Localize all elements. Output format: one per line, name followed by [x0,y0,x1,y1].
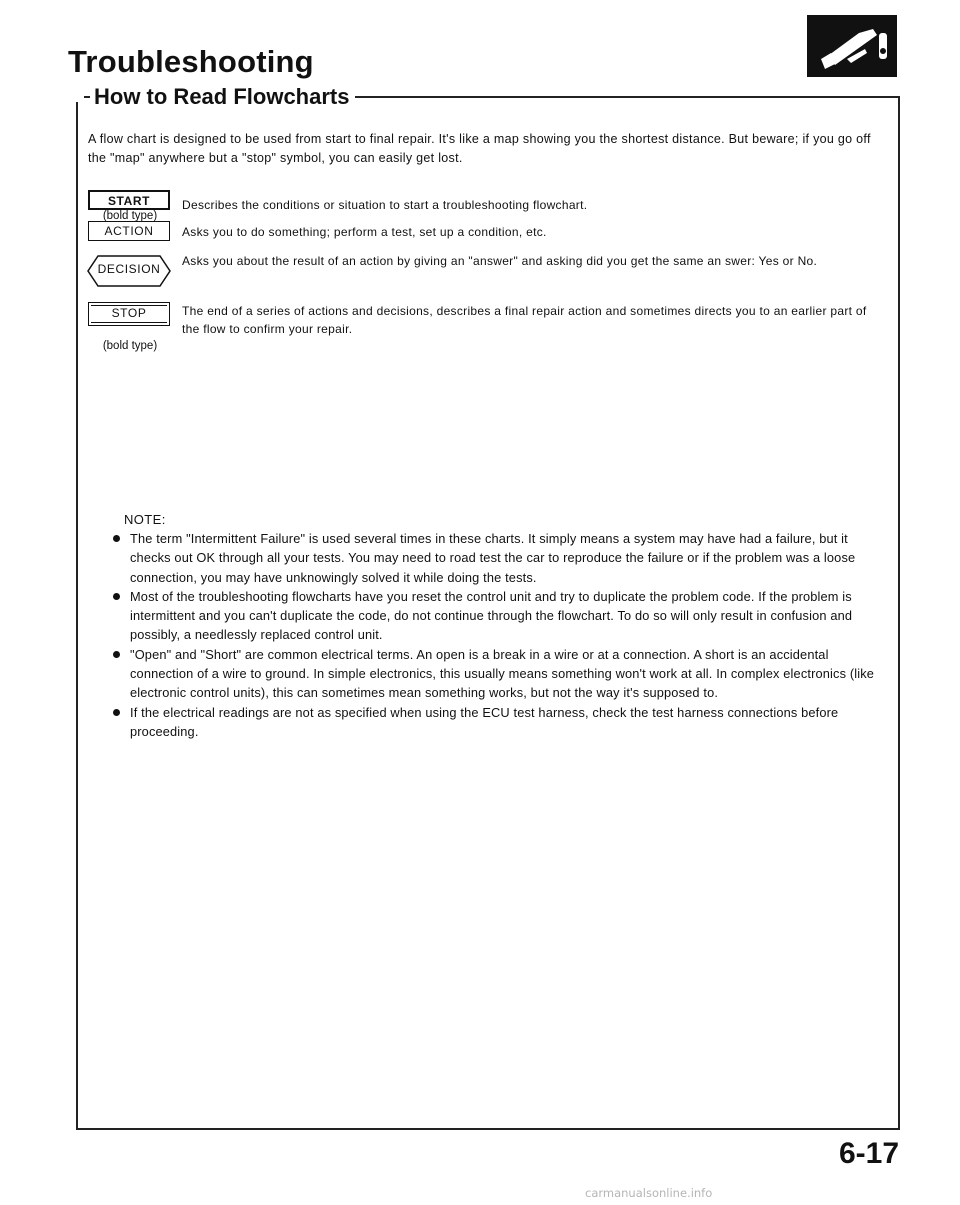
action-symbol: ACTION [88,221,170,241]
bullet-icon [113,709,120,716]
car-tools-icon-graphic [807,15,897,77]
decision-description: Asks you about the result of an action by giving an "answer" and asking did you get the same an swer: Yes or No. [182,254,818,268]
note-item [112,529,892,587]
decision-symbol: DECISION [97,262,161,276]
page-number: 6-17 [839,1137,900,1170]
note-label: NOTE: [124,512,166,527]
page-title: Troubleshooting [68,44,314,79]
bullet-icon [113,651,120,658]
start-description: Describes the conditions or situation to start a troubleshooting flowchart. [182,198,588,212]
action-description: Asks you to do something; perform a test, set up a condition, etc. [182,225,547,239]
note-list [112,529,892,741]
bullet-icon [113,535,120,542]
start-symbol-note: (bold type) [102,210,158,222]
stop-description: The end of a series of actions and decisions, describes a final repair action and sometimes directs you to an earlier part of the flow to confirm your repair. [182,304,867,336]
note-text: The term "Intermittent Failure" is used several times in these charts. It simply means a system may have had a failure, but it checks out OK through all your tests. You may need to road test the car to reproduce the failure or if the problem was a loose connection, you may have unknowingly solved it while doing the tests. [130,531,856,585]
intro-paragraph: A flow chart is designed to be used from start to final repair. It's like a map showing you the shortest distance. But beware; if you go off the "map" anywhere but a "stop" symbol, you can easily get lost. [88,132,871,165]
car-tools-icon [807,15,897,77]
note-text: Most of the troubleshooting flowcharts have you reset the control unit and try to duplicate the problem code. If the problem is intermittent and you can't duplicate the code, do not continue through the flowchart. To do so will only result in confusion and possibly, a needlessly replaced control unit. [130,588,853,643]
section-title: How to Read Flowcharts [90,84,355,110]
note-text: "Open" and "Short" are common electrical terms. An open is a break in a wire or at a connection. A short is an accidental connection of a wire to ground. In simple electronics, this usually means something won't work at all. In complex electronics (like electronic control units), this can sometimes mean something works, but not the way it's supposed to. [130,646,875,701]
frame-gap [76,92,84,102]
note-item [112,703,892,742]
watermark: carmanualsonline.info [585,1186,713,1200]
note-item [112,645,892,703]
start-symbol: START [88,190,170,210]
stop-symbol-note: (bold type) [102,340,158,352]
note-text: If the electrical readings are not as specified when using the ECU test harness, check the test harness connections before proceeding. [130,704,839,739]
note-item [112,587,892,645]
stop-symbol: STOP [91,305,167,323]
bullet-icon [113,593,120,600]
